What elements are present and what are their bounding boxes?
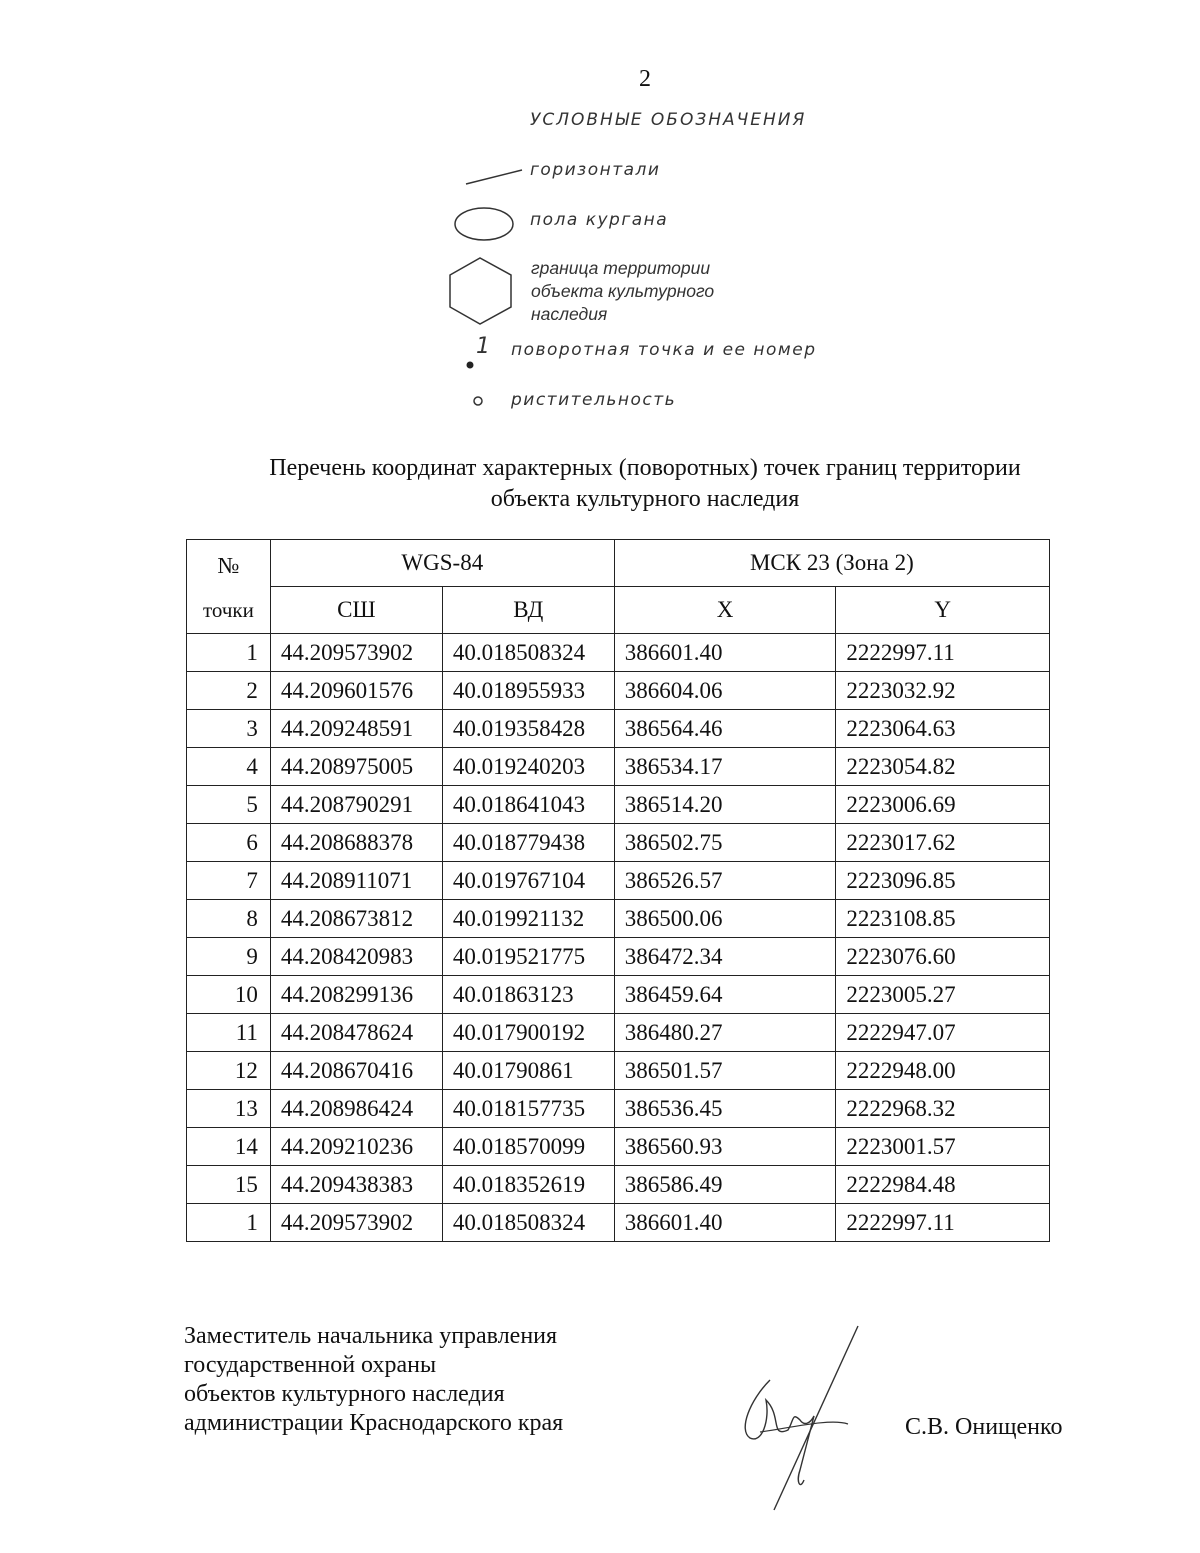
y-cell: 2222948.00 (836, 1052, 1050, 1090)
x-cell: 386601.40 (614, 634, 836, 672)
latitude-cell: 44.209248591 (270, 710, 442, 748)
table-row (187, 710, 1050, 748)
y-cell: 2222997.11 (836, 1204, 1050, 1242)
latitude-cell: 44.208299136 (270, 976, 442, 1014)
x-cell: 386560.93 (614, 1128, 836, 1166)
y-cell: 2223017.62 (836, 824, 1050, 862)
longitude-cell: 40.019358428 (442, 710, 614, 748)
table-row (187, 900, 1050, 938)
point-number-cell: 2 (187, 672, 271, 710)
point-number-cell: 7 (187, 862, 271, 900)
point-number-header (187, 540, 271, 634)
y-cell: 2223076.60 (836, 938, 1050, 976)
longitude-cell: 40.018570099 (442, 1128, 614, 1166)
latitude-cell: 44.209438383 (270, 1166, 442, 1204)
table-row (187, 1128, 1050, 1166)
longitude-cell: 40.018157735 (442, 1090, 614, 1128)
point-number-cell: 10 (187, 976, 271, 1014)
table-row (187, 824, 1050, 862)
signatory-title-line: администрации Краснодарского края (184, 1410, 564, 1436)
longitude-cell: 40.01790861 (442, 1052, 614, 1090)
longitude-cell: 40.018779438 (442, 824, 614, 862)
longitude-cell: 40.018641043 (442, 786, 614, 824)
point-number-cell: 1 (187, 1204, 271, 1242)
table-row (187, 1204, 1050, 1242)
longitude-cell: 40.018508324 (442, 1204, 614, 1242)
latitude-cell: 44.208688378 (270, 824, 442, 862)
longitude-cell: 40.01863123 (442, 976, 614, 1014)
table-row (187, 1052, 1050, 1090)
table-row (187, 786, 1050, 824)
legend-label-turning-point: поворотная точка и ее номер (511, 340, 817, 360)
signatory-name: С.В. Онищенко (905, 1414, 1063, 1440)
x-cell: 386601.40 (614, 1204, 836, 1242)
wgs84-header: WGS-84 (270, 540, 614, 587)
heading-line: Перечень координат характерных (поворотных) точек границ территории (269, 455, 1021, 481)
y-cell: 2222984.48 (836, 1166, 1050, 1204)
turning-point-number: 1 (476, 334, 490, 359)
legend-label-boundary-line: объекта культурного (531, 281, 715, 301)
point-number-cell: 9 (187, 938, 271, 976)
x-cell: 386500.06 (614, 900, 836, 938)
y-cell: 2223032.92 (836, 672, 1050, 710)
point-number-cell: 4 (187, 748, 271, 786)
point-number-cell: 6 (187, 824, 271, 862)
latitude-cell: 44.208478624 (270, 1014, 442, 1052)
signatory-title-line: Заместитель начальника управления (184, 1323, 558, 1349)
table-row (187, 976, 1050, 1014)
point-number-header-label: точки (203, 598, 254, 622)
point-number-cell: 12 (187, 1052, 271, 1090)
legend-label-boundary-line: наследия (531, 304, 608, 324)
table-row (187, 672, 1050, 710)
y-cell: 2223005.27 (836, 976, 1050, 1014)
x-header: X (614, 587, 836, 634)
handwritten-signature (730, 1320, 880, 1520)
longitude-cell: 40.018508324 (442, 634, 614, 672)
y-cell: 2223108.85 (836, 900, 1050, 938)
latitude-cell: 44.208673812 (270, 900, 442, 938)
legend-label-mound: пола кургана (530, 210, 669, 230)
y-cell: 2223006.69 (836, 786, 1050, 824)
hexagon-icon (443, 254, 519, 328)
longitude-cell: 40.019921132 (442, 900, 614, 938)
x-cell: 386604.06 (614, 672, 836, 710)
coordinates-table (186, 539, 1050, 1242)
ellipse-icon (451, 204, 517, 244)
longitude-cell: 40.017900192 (442, 1014, 614, 1052)
latitude-cell: 44.208975005 (270, 748, 442, 786)
latitude-cell: 44.209210236 (270, 1128, 442, 1166)
signatory-title-line: государственной охраны (184, 1352, 437, 1378)
table-row (187, 862, 1050, 900)
x-cell: 386586.49 (614, 1166, 836, 1204)
msk23-header: МСК 23 (Зона 2) (614, 540, 1049, 587)
y-cell: 2223001.57 (836, 1128, 1050, 1166)
contour-line-icon (462, 165, 526, 189)
point-number-cell: 14 (187, 1128, 271, 1166)
longitude-cell: 40.019240203 (442, 748, 614, 786)
coordinates-body (187, 634, 1050, 1242)
latitude-cell: 44.208670416 (270, 1052, 442, 1090)
page-number: 2 (639, 66, 651, 92)
latitude-cell: 44.209601576 (270, 672, 442, 710)
legend-label-vegetation: ристительность (511, 390, 677, 410)
heading-line: объекта культурного наследия (490, 486, 800, 512)
x-cell: 386526.57 (614, 862, 836, 900)
point-number-header-symbol: № (217, 553, 240, 578)
latitude-cell: 44.208911071 (270, 862, 442, 900)
x-cell: 386536.45 (614, 1090, 836, 1128)
point-number-cell: 11 (187, 1014, 271, 1052)
table-row (187, 748, 1050, 786)
legend-title: УСЛОВНЫЕ ОБОЗНАЧЕНИЯ (530, 110, 807, 130)
longitude-header: ВД (442, 587, 614, 634)
table-row (187, 1090, 1050, 1128)
y-cell: 2222947.07 (836, 1014, 1050, 1052)
point-number-cell: 15 (187, 1166, 271, 1204)
latitude-cell: 44.208986424 (270, 1090, 442, 1128)
y-cell: 2222968.32 (836, 1090, 1050, 1128)
legend-label-boundary (531, 257, 714, 326)
table-row (187, 1166, 1050, 1204)
latitude-cell: 44.208790291 (270, 786, 442, 824)
point-number-cell: 13 (187, 1090, 271, 1128)
x-cell: 386514.20 (614, 786, 836, 824)
point-number-cell: 1 (187, 634, 271, 672)
x-cell: 386534.17 (614, 748, 836, 786)
y-cell: 2223064.63 (836, 710, 1050, 748)
longitude-cell: 40.018352619 (442, 1166, 614, 1204)
x-cell: 386502.75 (614, 824, 836, 862)
x-cell: 386564.46 (614, 710, 836, 748)
x-cell: 386501.57 (614, 1052, 836, 1090)
table-row (187, 938, 1050, 976)
point-number-cell: 5 (187, 786, 271, 824)
legend-label-boundary-line: граница территории (531, 258, 711, 278)
longitude-cell: 40.019521775 (442, 938, 614, 976)
legend-label-contours: горизонтали (530, 160, 661, 180)
y-cell: 2223054.82 (836, 748, 1050, 786)
y-cell: 2223096.85 (836, 862, 1050, 900)
point-number-cell: 8 (187, 900, 271, 938)
x-cell: 386459.64 (614, 976, 836, 1014)
circle-icon (470, 393, 486, 409)
latitude-cell: 44.209573902 (270, 634, 442, 672)
latitude-cell: 44.208420983 (270, 938, 442, 976)
x-cell: 386472.34 (614, 938, 836, 976)
table-row (187, 634, 1050, 672)
table-heading (150, 453, 1140, 515)
signatory-title-line: объектов культурного наследия (184, 1381, 505, 1407)
table-row (187, 1014, 1050, 1052)
latitude-cell: 44.209573902 (270, 1204, 442, 1242)
longitude-cell: 40.019767104 (442, 862, 614, 900)
x-cell: 386480.27 (614, 1014, 836, 1052)
signatory-title (184, 1322, 563, 1438)
latitude-header: СШ (270, 587, 442, 634)
longitude-cell: 40.018955933 (442, 672, 614, 710)
y-cell: 2222997.11 (836, 634, 1050, 672)
point-number-cell: 3 (187, 710, 271, 748)
y-header: Y (836, 587, 1050, 634)
